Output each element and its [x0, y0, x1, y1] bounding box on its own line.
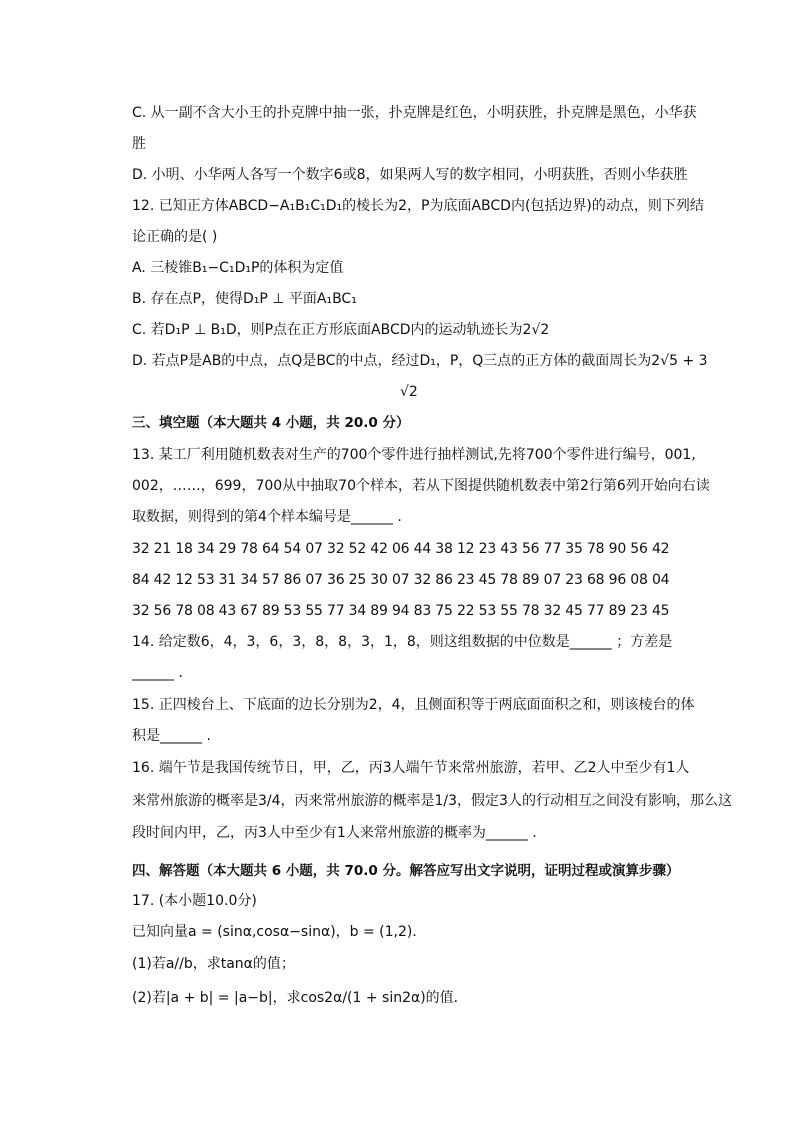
random-number-row-1: 32 21 18 34 29 78 64 54 07 32 52 42 06 44 38 12 23 43 56 77 35 78 90 56 42: [132, 541, 670, 557]
q12-stem-line1: 12. 已知正方体ABCD−A₁B₁C₁D₁的棱长为2，P为底面ABCD内(包括边界)的动点，则下列结: [132, 198, 704, 214]
q14-line2: ______ .: [132, 665, 183, 681]
q15-line1: 15. 正四棱台上、下底面的边长分别为2，4，且侧面积等于两底面面积之和，则该棱台的体: [132, 697, 695, 713]
q12-stem-line2: 论正确的是( ): [132, 229, 218, 245]
q16-line1: 16. 端午节是我国传统节日，甲，乙，丙3人端午节来常州旅游，若甲、乙2人中至少有1人: [132, 760, 690, 776]
section-4-heading: 四、解答题（本大题共 6 小题，共 70.0 分。解答应写出文字说明，证明过程或演算步骤）: [132, 863, 680, 879]
q12-option-a: A. 三棱锥B₁−C₁D₁P的体积为定值: [132, 260, 344, 276]
q11-option-c-line2: 胜: [132, 136, 146, 152]
section-3-heading: 三、填空题（本大题共 4 小题，共 20.0 分）: [132, 415, 410, 431]
q12-option-c: C. 若D₁P ⊥ B₁D，则P点在正方形底面ABCD内的运动轨迹长为2√2: [132, 322, 550, 338]
random-number-row-2: 84 42 12 53 31 34 57 86 07 36 25 30 07 32 86 23 45 78 89 07 23 68 96 08 04: [132, 572, 670, 588]
q17-part2: (2)若|a + b| = |a−b|，求cos2α/(1 + sin2α)的值．: [132, 990, 468, 1006]
q12-option-b: B. 存在点P，使得D₁P ⊥ 平面A₁BC₁: [132, 291, 357, 307]
q11-option-d: D. 小明、小华两人各写一个数字6或8，如果两人写的数字相同，小明获胜，否则小华获胜: [132, 167, 688, 183]
q11-option-c-line1: C. 从一副不含大小王的扑克牌中抽一张，扑克牌是红色，小明获胜，扑克牌是黑色，小华获: [132, 105, 697, 121]
q17-title: 17. (本小题10.0分): [132, 893, 257, 909]
q15-line2: 积是______ .: [132, 728, 211, 744]
q13-line1: 13. 某工厂利用随机数表对生产的700个零件进行抽样测试,先将700个零件进行编号，001,: [132, 447, 696, 463]
q16-line2: 来常州旅游的概率是3/4，丙来常州旅游的概率是1/3，假定3人的行动相互之间没有影响，那么这: [132, 793, 732, 809]
q16-line3: 段时间内甲，乙，丙3人中至少有1人来常州旅游的概率为______ .: [132, 825, 537, 841]
q12-option-d-line2: √2: [400, 384, 418, 400]
random-number-row-3: 32 56 78 08 43 67 89 53 55 77 34 89 94 83 75 22 53 55 78 32 45 77 89 23 45: [132, 603, 670, 619]
q13-line3: 取数据，则得到的第4个样本编号是______ .: [132, 509, 402, 525]
q17-given: 已知向量a = (sinα,cosα−sinα)，b = (1,2)．: [132, 924, 427, 940]
q14-line1: 14. 给定数6，4，3，6，3，8，8，3，1，8，则这组数据的中位数是______ ；方差是: [132, 634, 673, 650]
q12-option-d-line1: D. 若点P是AB的中点，点Q是BC的中点，经过D₁，P，Q三点的正方体的截面周长为2√5 + 3: [132, 353, 708, 369]
q17-part1: (1)若a//b，求tanα的值；: [132, 956, 295, 972]
q13-line2: 002，……，699，700从中抽取70个样本，若从下图提供随机数表中第2行第6列开始向右读: [132, 478, 710, 494]
